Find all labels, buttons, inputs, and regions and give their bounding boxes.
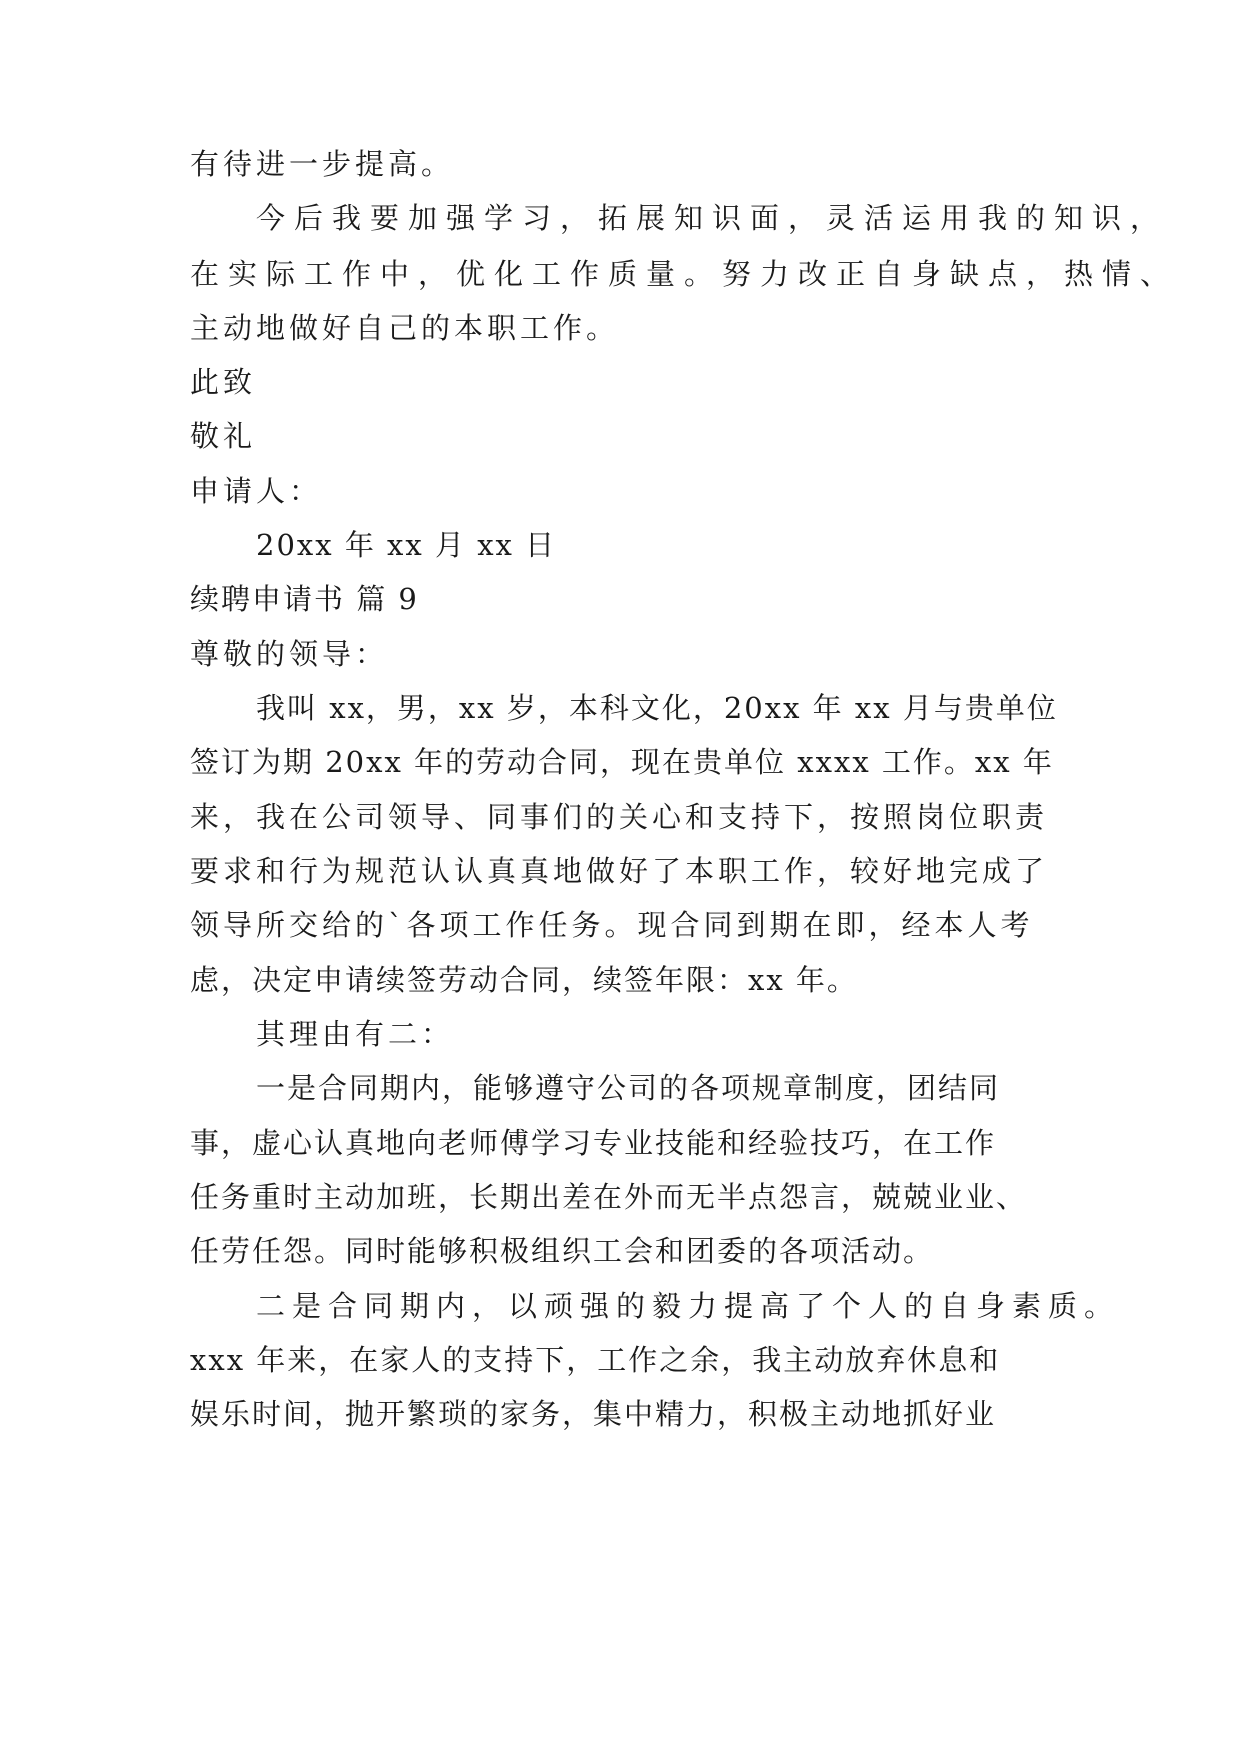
text-line: 任劳任怨。同时能够积极组织工会和团委的各项活动。 (190, 1234, 935, 1268)
text-line: 一是合同期内，能够遵守公司的各项规章制度，团结同 (256, 1071, 1001, 1105)
text-line: 今后我要加强学习，拓展知识面，灵活运用我的知识， (256, 201, 1169, 235)
text-line: 其理由有二： (256, 1017, 455, 1051)
text-line: 要求和行为规范认认真真地做好了本职工作，较好地完成了 (190, 854, 1049, 888)
text-line: 来，我在公司领导、同事们的关心和支持下，按照岗位职责 (190, 800, 1049, 834)
text-line: 有待进一步提高。 (190, 147, 455, 181)
text-line: 娱乐时间，抛开繁琐的家务，集中精力，积极主动地抓好业 (190, 1397, 997, 1431)
text-line: 在实际工作中，优化工作质量。努力改正自身缺点，热情、 (190, 257, 1179, 291)
text-line: 领导所交给的`各项工作任务。现合同到期在即，经本人考 (190, 908, 1034, 942)
text-line: 任务重时主动加班，长期出差在外而无半点怨言，兢兢业业、 (190, 1180, 1028, 1214)
applicant-label: 申请人： (190, 474, 323, 508)
text-line: 二是合同期内，以顽强的毅力提高了个人的自身素质。 (256, 1289, 1121, 1323)
text-line: 主动地做好自己的本职工作。 (190, 311, 620, 345)
text-line: 我叫 xx，男，xx 岁，本科文化，20xx 年 xx 月与贵单位 (256, 691, 1058, 725)
greeting: 尊敬的领导： (190, 637, 389, 671)
closing-salutation: 此致 (190, 365, 257, 399)
section-title: 续聘申请书 篇 9 (190, 582, 419, 616)
closing-regards: 敬礼 (190, 419, 257, 453)
text-line: 虑，决定申请续签劳动合同，续签年限：xx 年。 (190, 963, 858, 997)
text-line: 签订为期 20xx 年的劳动合同，现在贵单位 xxxx 工作。xx 年 (190, 745, 1054, 779)
text-line: xxx 年来，在家人的支持下，工作之余，我主动放弃休息和 (190, 1343, 1001, 1377)
text-line: 事，虚心认真地向老师傅学习专业技能和经验技巧，在工作 (190, 1126, 997, 1160)
date-line: 20xx 年 xx 月 xx 日 (256, 528, 557, 562)
